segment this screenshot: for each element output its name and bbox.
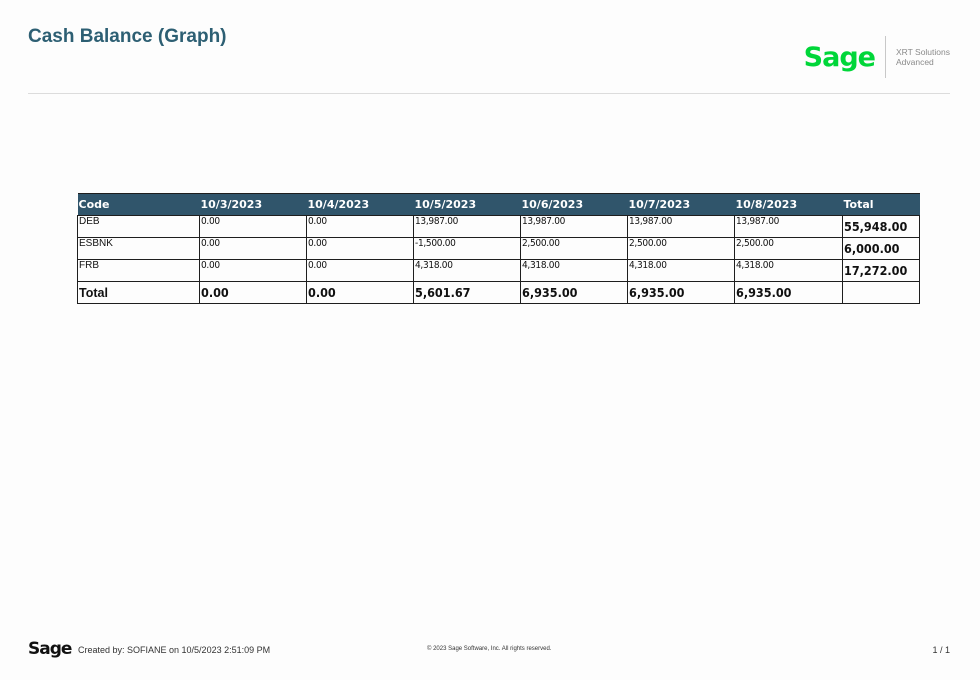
table-row xyxy=(78,238,920,260)
cell-value: 0.00 xyxy=(307,238,414,260)
brand-block xyxy=(804,36,950,78)
cell-value: 13,987.00 xyxy=(735,216,843,238)
page-footer xyxy=(28,641,950,659)
total-label: Total xyxy=(78,282,200,304)
total-value: 6,935.00 xyxy=(521,282,628,304)
header-divider xyxy=(28,93,950,94)
row-total: 55,948.00 xyxy=(843,216,920,238)
total-value: 6,935.00 xyxy=(735,282,843,304)
row-total: 17,272.00 xyxy=(843,260,920,282)
cell-value: 0.00 xyxy=(307,260,414,282)
cell-value: 0.00 xyxy=(200,260,307,282)
sage-logo: Sage xyxy=(803,41,875,73)
cell-value: 13,987.00 xyxy=(628,216,735,238)
total-row xyxy=(78,282,920,304)
grand-total xyxy=(843,282,920,304)
report-title: Cash Balance (Graph) xyxy=(28,26,227,47)
page-number: 1 / 1 xyxy=(932,645,950,655)
cell-value: 13,987.00 xyxy=(521,216,628,238)
row-code: FRB xyxy=(78,260,200,282)
row-code: DEB xyxy=(78,216,200,238)
product-name xyxy=(896,47,950,67)
column-header: 10/5/2023 xyxy=(414,194,521,216)
total-value: 0.00 xyxy=(307,282,414,304)
product-line-1: XRT Solutions xyxy=(895,47,950,57)
cell-value: 4,318.00 xyxy=(735,260,843,282)
table-row xyxy=(78,216,920,238)
column-header: 10/4/2023 xyxy=(307,194,414,216)
cell-value: 2,500.00 xyxy=(735,238,843,260)
cell-value: 2,500.00 xyxy=(521,238,628,260)
total-value: 6,935.00 xyxy=(628,282,735,304)
column-header: 10/3/2023 xyxy=(200,194,307,216)
cash-balance-table xyxy=(77,193,920,304)
row-code: ESBNK xyxy=(78,238,200,260)
column-header: Total xyxy=(843,194,920,216)
column-header: 10/7/2023 xyxy=(628,194,735,216)
product-line-2: Advanced xyxy=(895,57,934,67)
cell-value: 4,318.00 xyxy=(414,260,521,282)
column-header: Code xyxy=(78,194,200,216)
cell-value: 0.00 xyxy=(307,216,414,238)
row-total: 6,000.00 xyxy=(843,238,920,260)
cell-value: 0.00 xyxy=(200,238,307,260)
cell-value: 2,500.00 xyxy=(628,238,735,260)
copyright-text: © 2023 Sage Software, Inc. All rights reserved. xyxy=(427,646,552,652)
table-header-row xyxy=(78,194,920,216)
cell-value: -1,500.00 xyxy=(414,238,521,260)
column-header: 10/6/2023 xyxy=(521,194,628,216)
created-by-text: Created by: SOFIANE on 10/5/2023 2:51:09 PM xyxy=(78,645,271,655)
cell-value: 0.00 xyxy=(200,216,307,238)
cell-value: 4,318.00 xyxy=(521,260,628,282)
column-header: 10/8/2023 xyxy=(735,194,843,216)
brand-divider xyxy=(885,36,886,78)
cell-value: 13,987.00 xyxy=(414,216,521,238)
table-row xyxy=(78,260,920,282)
total-value: 0.00 xyxy=(200,282,307,304)
cell-value: 4,318.00 xyxy=(628,260,735,282)
total-value: 5,601.67 xyxy=(414,282,521,304)
footer-sage-logo: Sage xyxy=(28,639,72,659)
